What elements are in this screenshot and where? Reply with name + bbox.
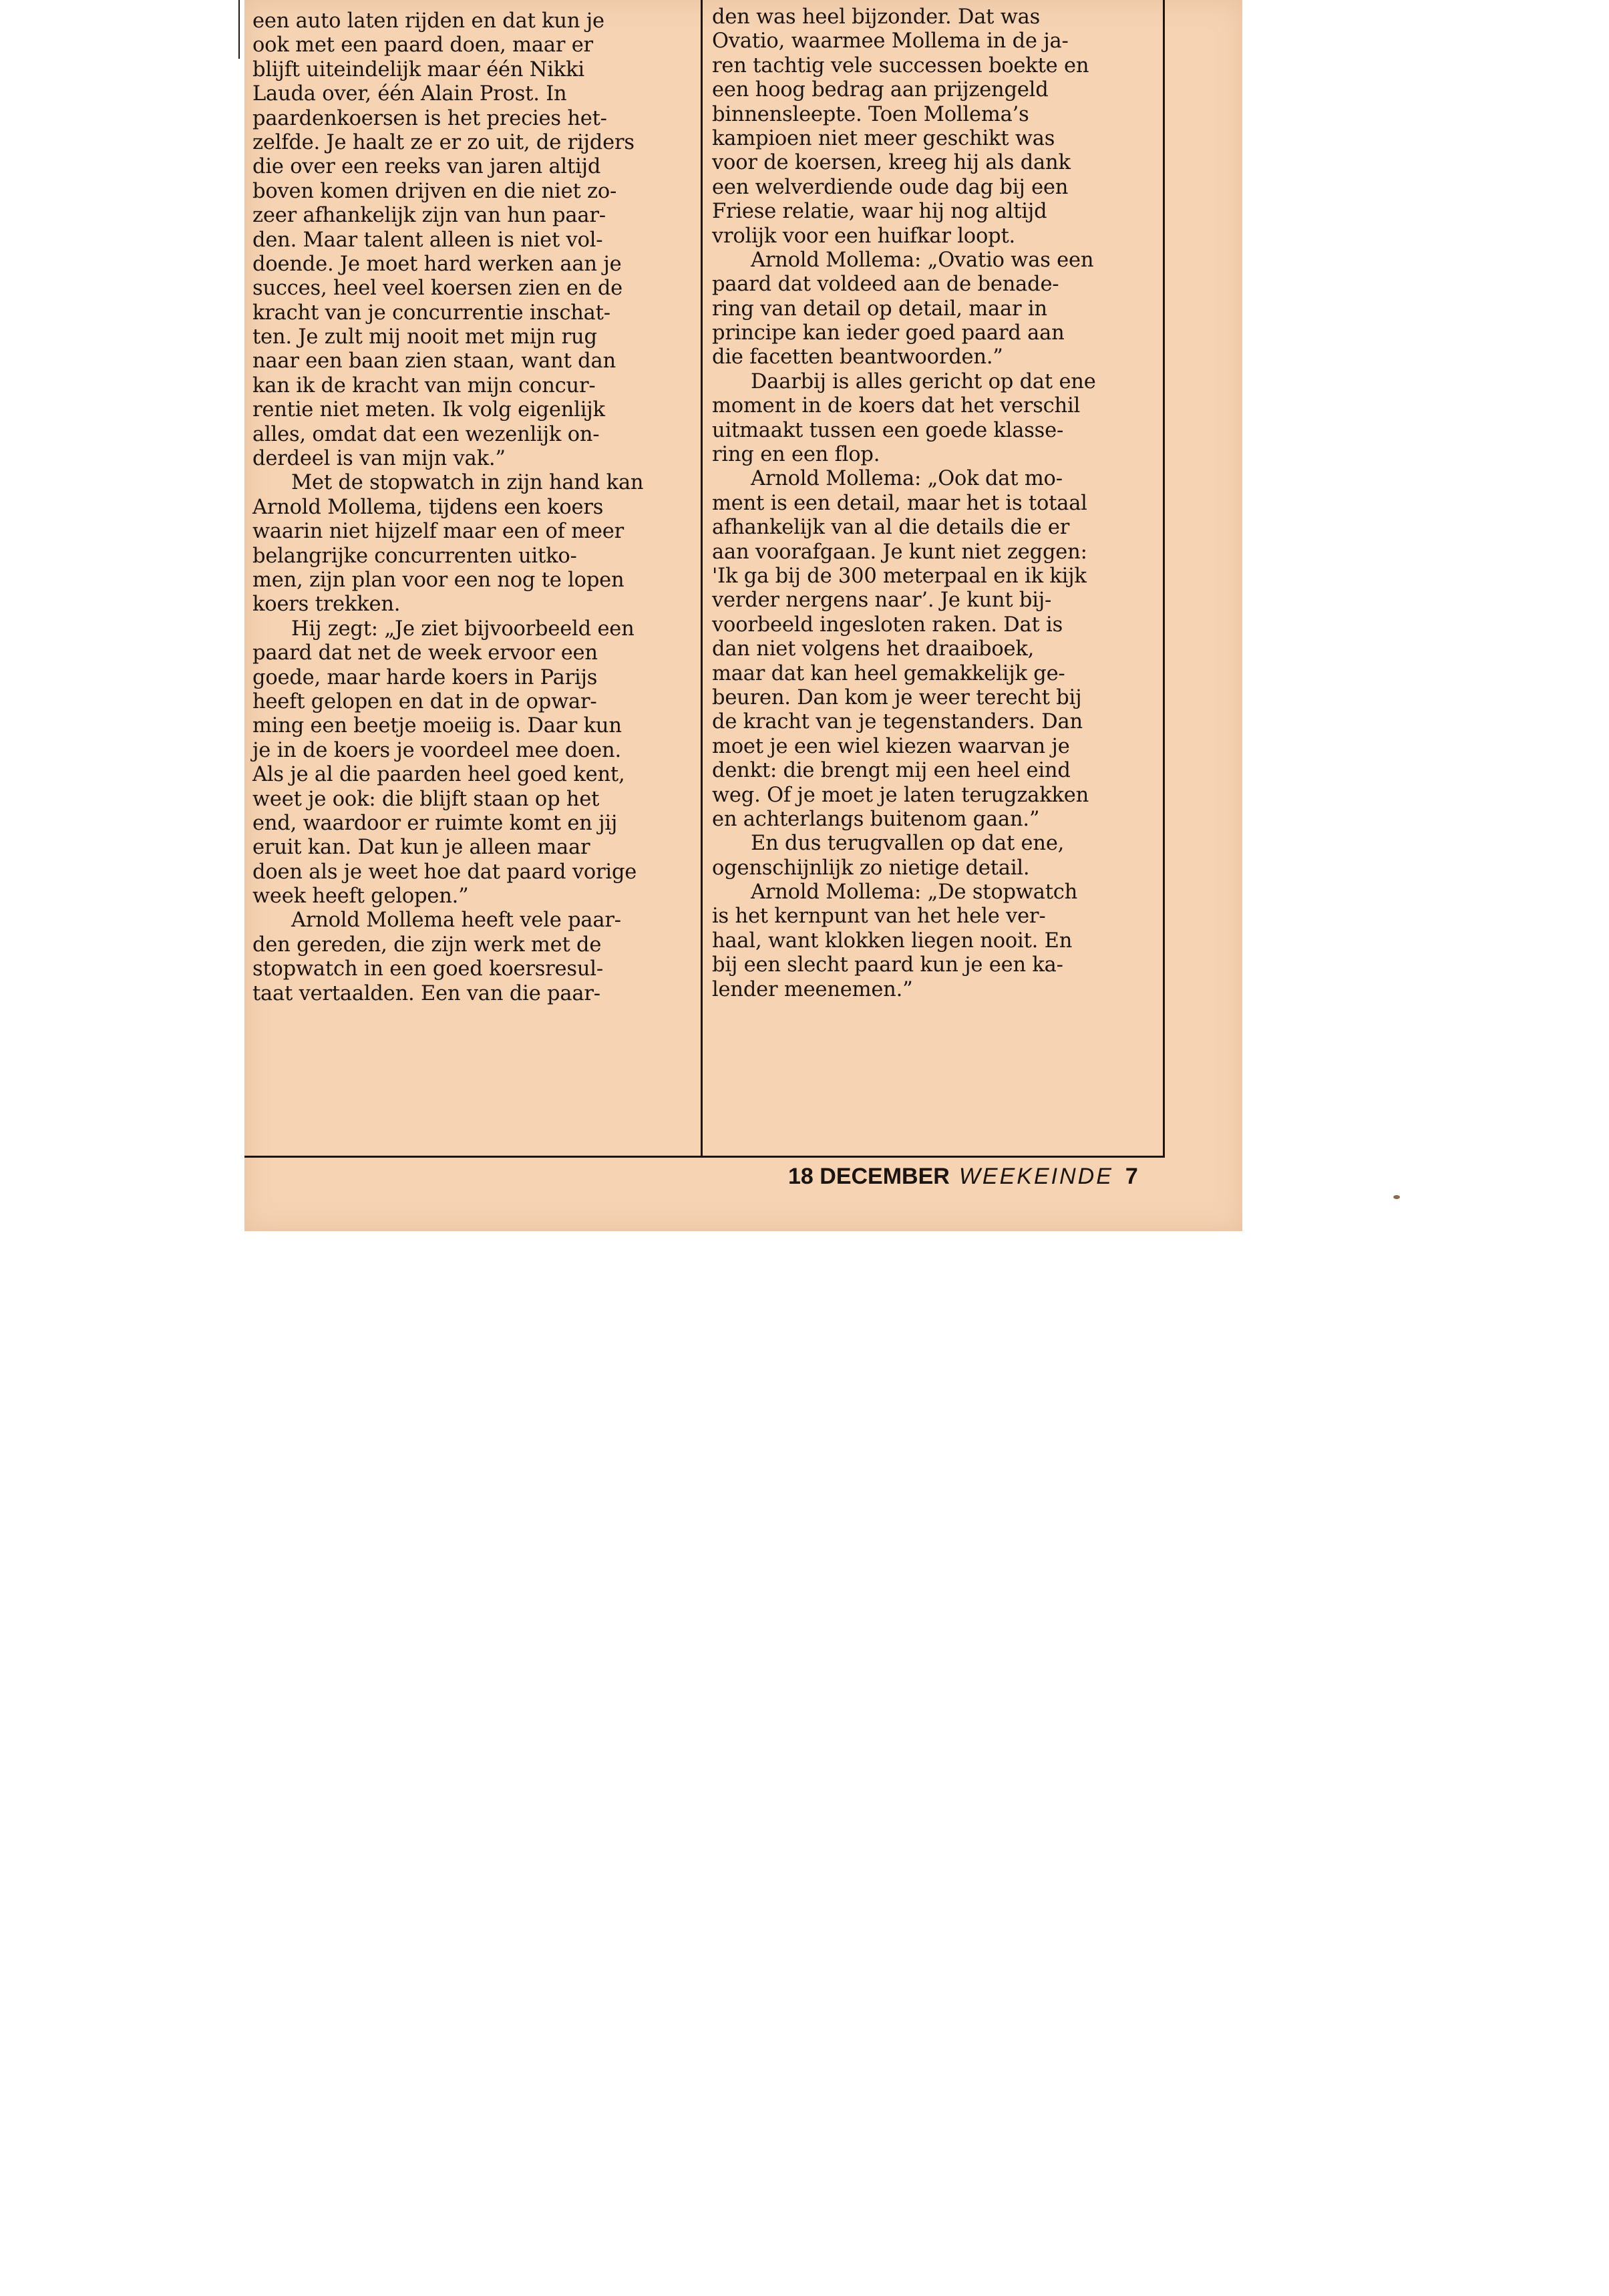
article-column-right xyxy=(712,5,1153,1002)
article-line: Hij zegt: „Je ziet bijvoorbeeld een xyxy=(291,617,635,641)
article-line: rentie niet meten. Ik volg eigenlijk xyxy=(252,398,605,422)
article-line: binnensleepte. Toen Mollema’s xyxy=(712,102,1029,126)
article-line: ring en een flop. xyxy=(712,443,880,467)
article-line: taat vertaalden. Een van die paar- xyxy=(252,981,600,1005)
column-rule-right xyxy=(1163,0,1165,1158)
article-line: lender meenemen.” xyxy=(712,977,913,1001)
article-line: ming een beetje moeiig is. Daar kun xyxy=(252,714,622,738)
article-line: naar een baan zien staan, want dan xyxy=(252,349,616,373)
article-line: Friese relatie, waar hij nog altijd xyxy=(712,200,1047,224)
article-line: bij een slecht paard kun je een ka- xyxy=(712,953,1063,977)
article-line: voor de koersen, kreeg hij als dank xyxy=(712,151,1071,175)
article-line: den gereden, die zijn werk met de xyxy=(252,933,602,957)
article-line: paardenkoersen is het precies het- xyxy=(252,106,607,130)
article-line: den. Maar talent alleen is niet vol- xyxy=(252,228,603,252)
article-line: een welverdiende oude dag bij een xyxy=(712,175,1069,199)
article-line: Arnold Mollema: „De stopwatch xyxy=(751,880,1078,905)
article-line: paard dat voldeed aan de benade- xyxy=(712,273,1059,297)
footer-date: 18 DECEMBER xyxy=(788,1164,950,1189)
paper-speck xyxy=(1393,1195,1400,1199)
article-line: ogenschijnlijk zo nietige detail. xyxy=(712,856,1030,880)
article-line: paard dat net de week ervoor een xyxy=(252,641,598,665)
article-line: moet je een wiel kiezen waarvan je xyxy=(712,734,1070,758)
article-line: die facetten beantwoorden.” xyxy=(712,345,1003,369)
article-line: derdeel is van mijn vak.” xyxy=(252,447,506,471)
article-line: moment in de koers dat het verschil xyxy=(712,394,1081,418)
article-line: principe kan ieder goed paard aan xyxy=(712,321,1065,345)
article-line: Arnold Mollema heeft vele paar- xyxy=(291,909,621,933)
article-line: weet je ook: die blijft staan op het xyxy=(252,787,600,811)
article-line: 'Ik ga bij de 300 meterpaal en ik kijk xyxy=(712,564,1087,588)
article-line: verder nergens naar’. Je kunt bij- xyxy=(712,589,1052,613)
article-line: Lauda over, één Alain Prost. In xyxy=(252,82,567,106)
article-line: kampioen niet meer geschikt was xyxy=(712,126,1055,150)
article-line: je in de koers je voordeel mee doen. xyxy=(252,738,621,762)
article-line: eruit kan. Dat kun je alleen maar xyxy=(252,836,590,860)
article-line: ring van detail op detail, maar in xyxy=(712,297,1047,321)
article-line: den was heel bijzonder. Dat was xyxy=(712,5,1041,29)
article-line: men, zijn plan voor een nog te lopen xyxy=(252,568,624,592)
article-line: vrolijk voor een huifkar loopt. xyxy=(712,224,1016,248)
article-line: doende. Je moet hard werken aan je xyxy=(252,252,622,276)
footer-page-number: 7 xyxy=(1125,1164,1138,1189)
article-line: ook met een paard doen, maar er xyxy=(252,33,593,57)
article-line: Arnold Mollema: „Ovatio was een xyxy=(751,248,1094,272)
article-line: waarin niet hijzelf maar een of meer xyxy=(252,520,624,544)
article-line: ren tachtig vele successen boekte en xyxy=(712,53,1089,77)
article-line: blijft uiteindelijk maar één Nikki xyxy=(252,57,584,81)
article-line: goede, maar harde koers in Parijs xyxy=(252,665,598,689)
article-line: kan ik de kracht van mijn concur- xyxy=(252,373,596,397)
article-line: kracht van je concurrentie inschat- xyxy=(252,301,610,325)
article-line: aan voorafgaan. Je kunt niet zeggen: xyxy=(712,540,1087,564)
article-line: belangrijke concurrenten uitko- xyxy=(252,544,577,568)
article-line: zeer afhankelijk zijn van hun paar- xyxy=(252,204,606,228)
column-rule-left xyxy=(238,0,240,59)
article-line: beuren. Dan kom je weer terecht bij xyxy=(712,685,1082,709)
article-line: haal, want klokken liegen nooit. En xyxy=(712,929,1073,953)
column-rule-middle xyxy=(701,0,703,1158)
article-line: de kracht van je tegenstanders. Dan xyxy=(712,710,1083,734)
article-line: Als je al die paarden heel goed kent, xyxy=(252,763,625,787)
page-footer xyxy=(788,1164,1138,1190)
article-line: ment is een detail, maar het is totaal xyxy=(712,491,1087,515)
article-line: succes, heel veel koersen zien en de xyxy=(252,277,623,301)
article-line: Arnold Mollema: „Ook dat mo- xyxy=(751,467,1063,491)
article-line: heeft gelopen en dat in de opwar- xyxy=(252,689,597,713)
article-line: zelfde. Je haalt ze er zo uit, de rijders xyxy=(252,130,635,154)
article-line: koers trekken. xyxy=(252,593,401,617)
article-line: week heeft gelopen.” xyxy=(252,884,469,909)
article-line: Arnold Mollema, tijdens een koers xyxy=(252,495,604,519)
article-line: alles, omdat dat een wezenlijk on- xyxy=(252,422,600,446)
article-line: En dus terugvallen op dat ene, xyxy=(751,832,1065,856)
article-column-left xyxy=(252,9,691,1006)
article-line: denkt: die brengt mij een heel eind xyxy=(712,759,1071,783)
article-line: die over een reeks van jaren altijd xyxy=(252,155,601,179)
article-line: en achterlangs buitenom gaan.” xyxy=(712,807,1040,831)
article-line: end, waardoor er ruimte komt en jij xyxy=(252,811,618,835)
article-line: Daarbij is alles gericht op dat ene xyxy=(751,369,1096,393)
footer-section: WEEKEINDE xyxy=(958,1164,1113,1189)
article-line: boven komen drijven en die niet zo- xyxy=(252,179,617,203)
article-line: maar dat kan heel gemakkelijk ge- xyxy=(712,661,1065,685)
article-line: doen als je weet hoe dat paard vorige xyxy=(252,860,637,884)
article-line: dan niet volgens het draaiboek, xyxy=(712,637,1035,661)
article-line: Ovatio, waarmee Mollema in de ja- xyxy=(712,29,1069,53)
article-line: een hoog bedrag aan prijzengeld xyxy=(712,78,1049,102)
article-line: afhankelijk van al die details die er xyxy=(712,516,1070,540)
footer-rule xyxy=(244,1156,1165,1158)
article-line: uitmaakt tussen een goede klasse- xyxy=(712,418,1064,442)
article-line: stopwatch in een goed koersresul- xyxy=(252,957,603,981)
article-line: is het kernpunt van het hele ver- xyxy=(712,905,1046,929)
article-line: een auto laten rijden en dat kun je xyxy=(252,9,604,33)
article-line: weg. Of je moet je laten terugzakken xyxy=(712,783,1089,807)
article-line: voorbeeld ingesloten raken. Dat is xyxy=(712,613,1063,637)
article-line: ten. Je zult mij nooit met mijn rug xyxy=(252,325,597,349)
article-line: Met de stopwatch in zijn hand kan xyxy=(291,471,644,495)
